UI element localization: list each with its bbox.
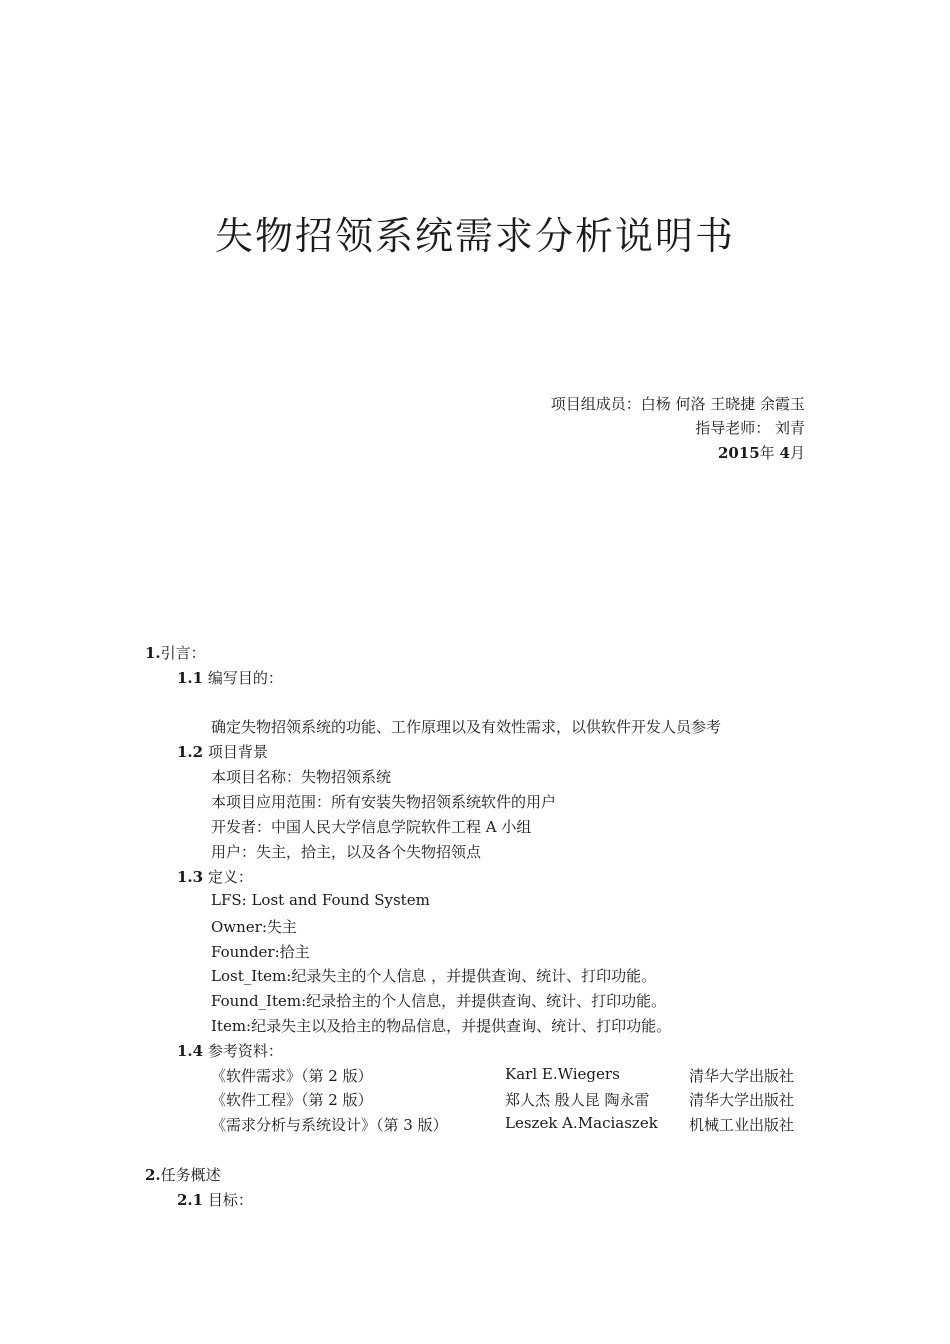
- section-title: 目标：: [203, 1191, 253, 1209]
- background-line: 开发者：中国人民大学信息学院软件工程 A 小组: [211, 818, 532, 836]
- advisor: 指导老师： 刘青: [695, 419, 805, 437]
- reference-author: Leszek A.Maciaszek: [505, 1114, 658, 1132]
- background-line: 本项目名称：失物招领系统: [211, 768, 392, 786]
- section-title: 项目背景: [203, 743, 268, 761]
- reference-author: 郑人杰 殷人昆 陶永雷: [505, 1091, 650, 1109]
- section-number: 1.4: [177, 1042, 204, 1060]
- date-month: 4: [779, 444, 790, 462]
- definition-line: Founder:拾主: [211, 943, 310, 961]
- document-date: [718, 442, 805, 463]
- definition-line: LFS: Lost and Found System: [211, 891, 430, 909]
- section-1-3-heading: [177, 866, 253, 887]
- background-line: 本项目应用范围：所有安装失物招领系统软件的用户: [211, 793, 557, 811]
- definition-line: Item:纪录失主以及拾主的物品信息，并提供查询、统计、打印功能。: [211, 1017, 672, 1035]
- section-title: 参考资料：: [203, 1042, 283, 1060]
- section-1-heading: [145, 642, 206, 663]
- section-title: 引言：: [160, 644, 206, 662]
- reference-publisher: 机械工业出版社: [689, 1116, 795, 1134]
- section-1-2-heading: [177, 741, 268, 762]
- reference-title: 《软件工程》（第 2 版）: [211, 1091, 373, 1109]
- section-number: 1.2: [177, 743, 204, 761]
- section-1-4-heading: [177, 1040, 283, 1061]
- project-members: 项目组成员：白杨 何洛 王晓捷 余霞玉: [550, 395, 805, 413]
- section-title: 编写目的：: [203, 669, 283, 687]
- section-1-1-heading: [177, 667, 283, 688]
- document-title: 失物招领系统需求分析说明书: [214, 214, 735, 258]
- reference-publisher: 清华大学出版社: [689, 1091, 795, 1109]
- background-line: 用户：失主，拾主，以及各个失物招领点: [211, 843, 482, 861]
- section-number: 2.1: [177, 1191, 204, 1209]
- purpose-text: 确定失物招领系统的功能、工作原理以及有效性需求，以供软件开发人员参考: [211, 718, 722, 736]
- section-title: 任务概述: [160, 1166, 221, 1184]
- reference-title: 《需求分析与系统设计》（第 3 版）: [211, 1116, 448, 1134]
- date-year-suffix: 年: [759, 444, 775, 462]
- reference-publisher: 清华大学出版社: [689, 1067, 795, 1085]
- section-number: 2.: [145, 1166, 161, 1184]
- reference-author: Karl E.Wiegers: [505, 1065, 620, 1083]
- reference-title: 《软件需求》（第 2 版）: [211, 1067, 373, 1085]
- definition-line: Lost_Item:纪录失主的个人信息 ，并提供查询、统计、打印功能。: [211, 967, 657, 985]
- section-2-heading: [145, 1164, 221, 1185]
- date-year: 2015: [718, 444, 760, 462]
- section-2-1-heading: [177, 1189, 253, 1210]
- section-title: 定义：: [203, 868, 253, 886]
- definition-line: Found_Item:纪录拾主的个人信息，并提供查询、统计、打印功能。: [211, 992, 667, 1010]
- definition-line: Owner:失主: [211, 918, 297, 936]
- section-number: 1.3: [177, 868, 204, 886]
- section-number: 1.1: [177, 669, 204, 687]
- date-month-suffix: 月: [789, 444, 805, 462]
- section-number: 1.: [145, 644, 161, 662]
